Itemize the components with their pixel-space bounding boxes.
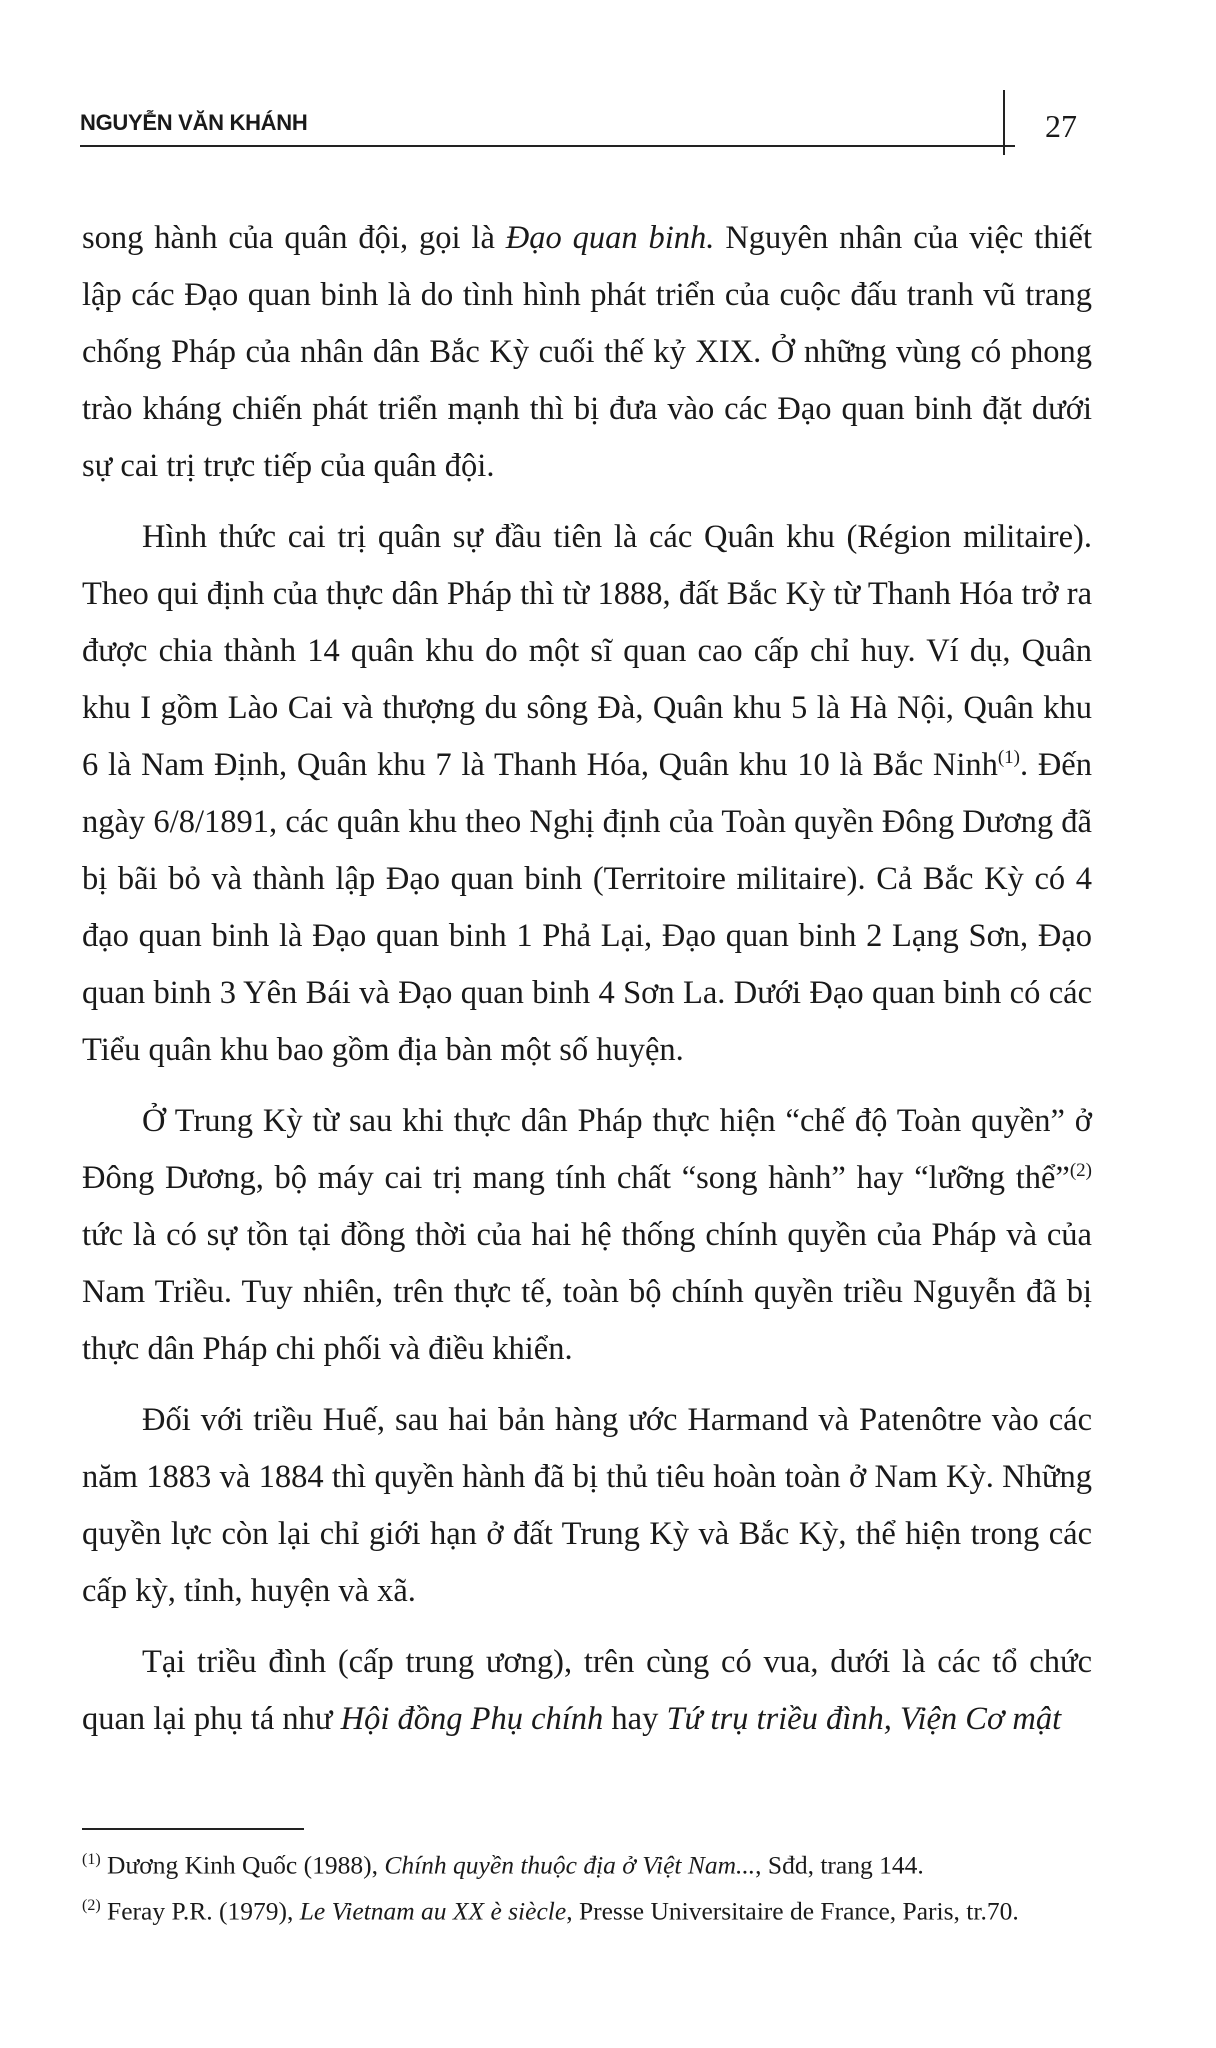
paragraph-5: Tại triều đình (cấp trung ương), trên cùng có vua, dưới là các tổ chức quan lại phụ tá như Hội đồng Phụ chính hay Tứ trụ triều đình, Viện Cơ mật (82, 1644, 1092, 1737)
footnote-2: $^{(2)}$ Feray P.R. (1979), Le Vietnam au XX è siècle, Presse Universitaire de France, Paris, tr.70. (82, 1896, 1019, 1925)
footnote-separator (82, 1828, 304, 1830)
footnote-marker: (1) (82, 1851, 101, 1868)
author-name: NGUYỄN VĂN KHÁNH (80, 110, 308, 135)
emphasis-tu-tru: Tứ trụ triều đình, Viện Cơ mật (666, 1701, 1062, 1737)
emphasis-hoi-dong: Hội đồng Phụ chính (340, 1701, 604, 1737)
footnotes (82, 1840, 1092, 1931)
page-number: 27 (1045, 108, 1077, 144)
running-header (80, 100, 1080, 160)
footnote-marker: (2) (82, 1896, 101, 1914)
paragraph-4: Đối với triều Huế, sau hai bản hàng ước Harmand và Patenôtre vào các năm 1883 và 1884 thì quyền hành đã bị thủ tiêu hoàn toàn ở Nam Kỳ. Những quyền lực còn lại chỉ giới hạn ở đất Trung Kỳ và Bắc Kỳ, thể hiện trong các cấp kỳ, tỉnh, huyện và xã. (82, 1402, 1092, 1609)
header-rule (80, 145, 1015, 147)
header-divider (1003, 90, 1005, 155)
paragraph-1: song hành của quân đội, gọi là Đạo quan binh. Nguyên nhân của việc thiết lập các Đạo quan binh là do tình hình phát triển của cuộc đấu tranh vũ trang chống Pháp của nhân dân Bắc Kỳ cuối thế kỷ XIX. Ở những vùng có phong trào kháng chiến phát triển mạnh thì bị đưa vào các Đạo quan binh đặt dưới sự cai trị trực tiếp của quân đội. (82, 220, 1092, 484)
paragraph-3: Ở Trung Kỳ từ sau khi thực dân Pháp thực hiện “chế độ Toàn quyền” ở Đông Dương, bộ máy cai trị mang tính chất “song hành” hay “lưỡng thể”$^{(2)}$ tức là có sự tồn tại đồng thời của hai hệ thống chính quyền của Pháp và của Nam Triều. Tuy nhiên, trên thực tế, toàn bộ chính quyền triều Nguyễn đã bị thực dân Pháp chi phối và điều khiển. (82, 1103, 1092, 1367)
footnote-ref-2[interactable]: (2) (1069, 1160, 1092, 1182)
emphasis-dao-quan-binh: Đạo quan binh. (505, 220, 715, 256)
footnote-1: $^{(1)}$ Dương Kinh Quốc (1988), Chính quyền thuộc địa ở Việt Nam..., Sđd, trang 144. (82, 1850, 924, 1880)
footnote-ref-1[interactable]: (1) (997, 747, 1020, 769)
body-text (82, 210, 1092, 1762)
paragraph-2: Hình thức cai trị quân sự đầu tiên là các Quân khu (Région militaire). Theo qui định của thực dân Pháp thì từ 1888, đất Bắc Kỳ từ Thanh Hóa trở ra được chia thành 14 quân khu do một sĩ quan cao cấp chỉ huy. Ví dụ, Quân khu I gồm Lào Cai và thượng du sông Đà, Quân khu 5 là Hà Nội, Quân khu 6 là Nam Định, Quân khu 7 là Thanh Hóa, Quân khu 10 là Bắc Ninh$^{(1)}$. Đến ngày 6/8/1891, các quân khu theo Nghị định của Toàn quyền Đông Dương đã bị bãi bỏ và thành lập Đạo quan binh (Territoire militaire). Cả Bắc Kỳ có 4 đạo quan binh là Đạo quan binh 1 Phả Lại, Đạo quan binh 2 Lạng Sơn, Đạo quan binh 3 Yên Bái và Đạo quan binh 4 Sơn La. Dưới Đạo quan binh có các Tiểu quân khu bao gồm địa bàn một số huyện. (82, 519, 1092, 1068)
